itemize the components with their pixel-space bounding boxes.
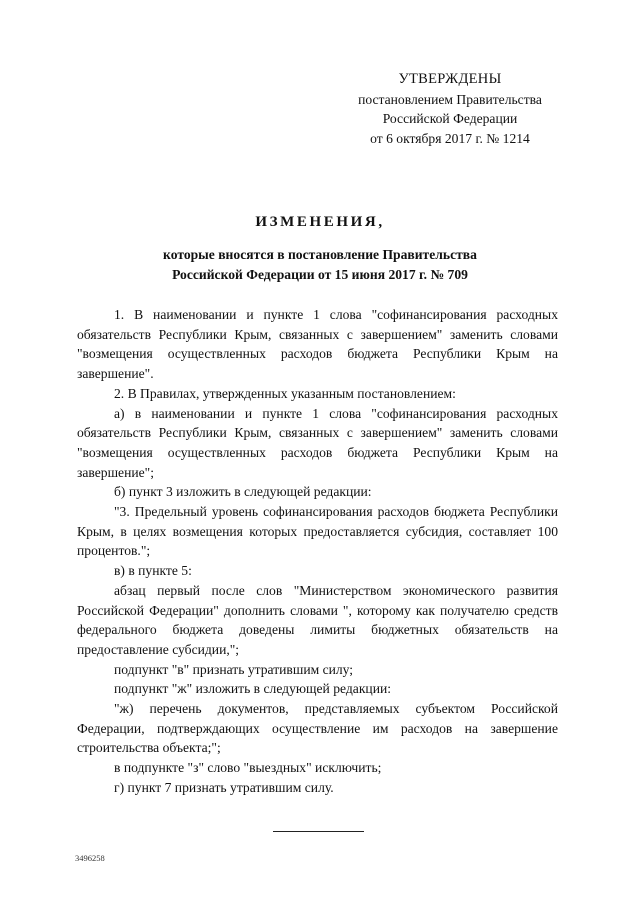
paragraph-4: б) пункт 3 изложить в следующей редакции:: [114, 484, 372, 500]
approval-block: [340, 70, 560, 148]
approval-status: УТВЕРЖДЕНЫ: [398, 71, 502, 87]
paragraph-2: 2. В Правилах, утвержденных указанным постановлением:: [114, 385, 456, 401]
paragraph-12: г) пункт 7 признать утратившим силу.: [114, 779, 334, 795]
paragraph-3: а) в наименовании и пункте 1 слова "софинансирования расходных обязательств Республики Крым, связанных с завершением" заменить словами "возмещения осуществленных расходов бюджета Республики Крым на завершение";: [77, 405, 558, 480]
paragraph-6: в) в пункте 5:: [114, 563, 192, 579]
subtitle-line-2: Российской Федерации от 15 июня 2017 г. № 709: [172, 266, 468, 282]
paragraph-7: абзац первый после слов "Министерством экономического развития Российской Федерации" дополнить словами ", которому как получателю средств федерального бюджета доведены лимиты бюджетных обязательств на предоставление субсидии,";: [77, 582, 558, 657]
subtitle-line-1: которые вносятся в постановление Правительства: [163, 247, 477, 262]
approval-line-3: от 6 октября 2017 г. № 1214: [370, 130, 530, 146]
paragraph-8: подпункт "в" признать утратившим силу;: [114, 661, 354, 677]
document-title: ИЗМЕНЕНИЯ,: [255, 214, 385, 230]
document-body: [77, 305, 558, 798]
paragraph-10: "ж) перечень документов, представляемых субъектом Российской Федерации, подтверждающих осуществление им расходов на завершение строительства объекта;";: [77, 701, 558, 756]
document-subtitle: [120, 245, 520, 284]
paragraph-9: подпункт "ж" изложить в следующей редакции:: [114, 681, 392, 697]
paragraph-1: 1. В наименовании и пункте 1 слова "софинансирования расходных обязательств Республики Крым, связанных с завершением" заменить словами "возмещения осуществленных расходов бюджета Республики Крым на завершение".: [77, 307, 558, 382]
document-number: 3496258: [75, 853, 105, 863]
approval-line-1: постановлением Правительства: [358, 91, 542, 107]
approval-line-2: Российской Федерации: [382, 111, 518, 126]
paragraph-5: "3. Предельный уровень софинансирования расходов бюджета Республики Крым, в целях возмещения которых предоставляется субсидия, составляет 100 процентов.";: [77, 504, 558, 559]
paragraph-11: в подпункте "з" слово "выездных" исключить;: [114, 760, 382, 776]
end-separator-line: [273, 831, 364, 832]
